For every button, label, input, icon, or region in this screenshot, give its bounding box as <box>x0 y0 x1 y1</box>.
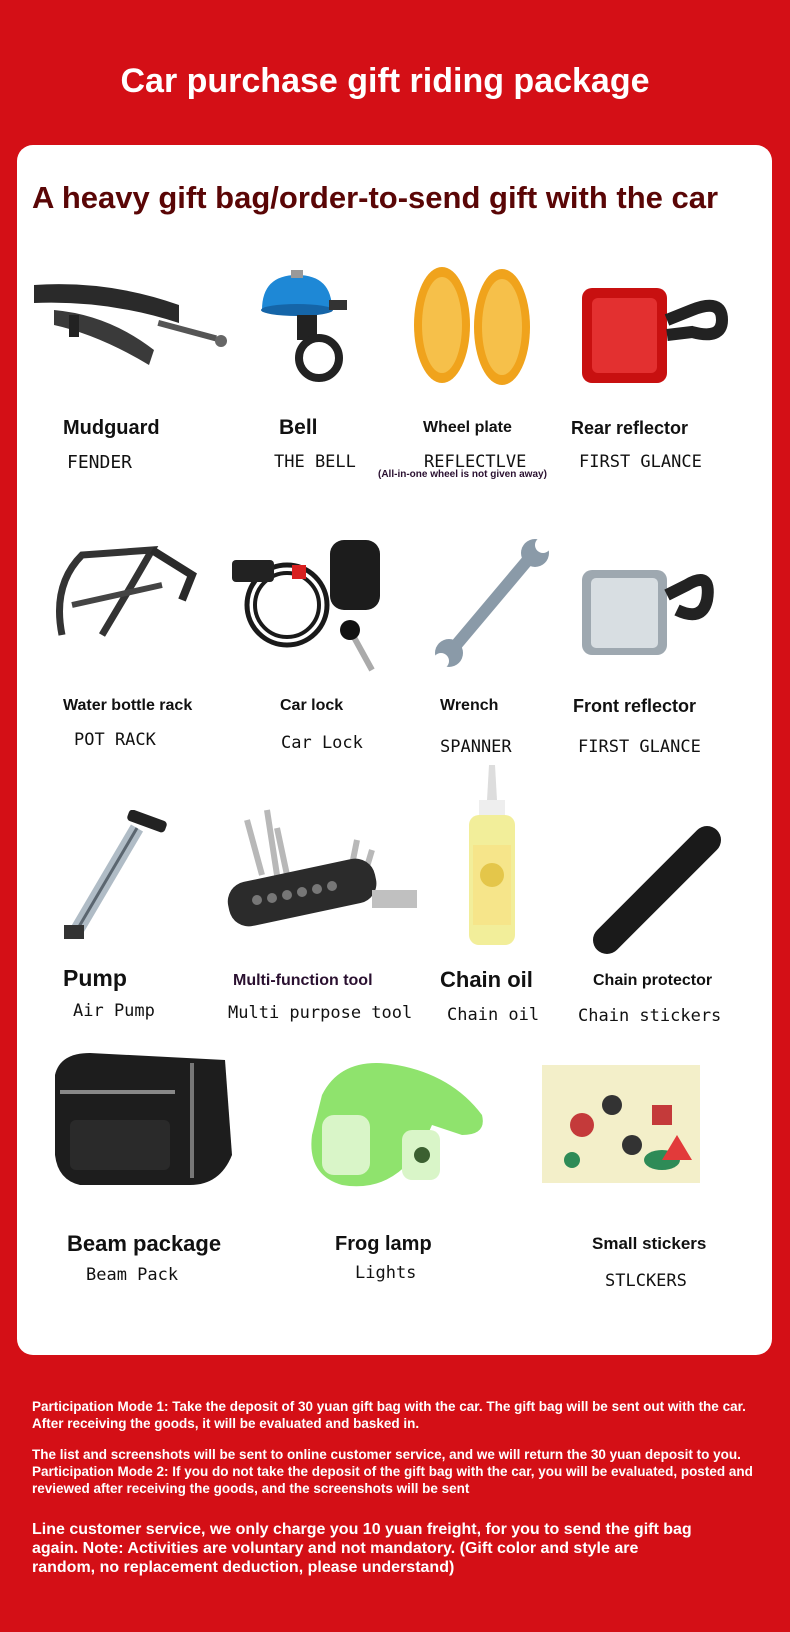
item-name-car-lock: Car lock <box>280 697 344 714</box>
pump-icon <box>52 810 182 950</box>
bottle-cage-icon <box>42 545 202 650</box>
item-name-beam-package: Beam package <box>67 1231 222 1256</box>
item-name-bell: Bell <box>279 416 318 439</box>
item-name-mudguard: Mudguard <box>63 417 160 439</box>
item-subtitle-chain-protector: Chain stickers <box>578 1006 722 1026</box>
rear-reflector-icon <box>572 280 732 395</box>
item-subtitle-car-lock: Car Lock <box>281 733 363 753</box>
frog-lamp-icon <box>302 1055 492 1205</box>
item-subtitle-water-bottle-rack: POT RACK <box>74 730 156 750</box>
item-subtitle-front-reflector: FIRST GLANCE <box>578 737 701 757</box>
item-name-chain-oil: Chain oil <box>440 967 533 992</box>
item-subtitle-wrench: SPANNER <box>440 737 512 757</box>
item-subtitle-beam-package: Beam Pack <box>86 1265 179 1285</box>
item-name-wheel-plate: Wheel plate <box>423 419 512 436</box>
page-title: Car purchase gift riding package <box>120 62 650 100</box>
wheel-reflector-icon <box>412 265 532 395</box>
item-subtitle-chain-oil: Chain oil <box>447 1005 540 1025</box>
cable-lock-icon <box>232 535 392 690</box>
participation-mode-2: The list and screenshots will be sent to online customer service, and we will return the 30 yuan deposit to you. Participation Mode 2: If you do not take the deposit of the gift bag with the car, you will be evaluated, posted and reviewed after receiving the goods, and the screenshots will be sent <box>32 1447 753 1496</box>
item-subtitle-bell: THE BELL <box>274 452 356 472</box>
mudguard-icon <box>29 275 229 380</box>
item-subtitle-rear-reflector: FIRST GLANCE <box>579 452 702 472</box>
card-heading: A heavy gift bag/order-to-send gift with the car <box>32 180 719 215</box>
footer-note: Line customer service, we only charge you 10 yuan freight, for you to send the gift bag again. Note: Activities are voluntary and not mandatory. (Gift color and style are random, no replacement deduction, please understand) <box>32 1521 692 1576</box>
multi-tool-icon <box>217 800 422 940</box>
item-subtitle-small-stickers: STLCKERS <box>605 1271 687 1291</box>
item-name-small-stickers: Small stickers <box>592 1234 707 1253</box>
item-name-frog-lamp: Frog lamp <box>335 1233 432 1255</box>
item-subtitle-mudguard: FENDER <box>67 452 133 473</box>
item-subtitle-multi-function-tool: Multi purpose tool <box>228 1003 413 1023</box>
front-reflector-icon <box>577 550 717 665</box>
participation-mode-1: Participation Mode 1: Take the deposit of 30 yuan gift bag with the car. The gift bag will be sent out with the car. After receiving the goods, it will be evaluated and basked in. <box>32 1399 746 1431</box>
wrench-icon <box>427 535 557 675</box>
gift-card <box>17 145 772 1355</box>
oil-bottle-icon <box>457 765 527 955</box>
item-name-chain-protector: Chain protector <box>593 972 713 989</box>
item-name-wrench: Wrench <box>440 697 499 714</box>
item-name-rear-reflector: Rear reflector <box>571 418 689 438</box>
frame-bag-icon <box>50 1045 235 1195</box>
item-name-pump: Pump <box>63 965 127 991</box>
sticker-sheet-icon <box>542 1065 702 1190</box>
item-subtitle-pump: Air Pump <box>73 1001 155 1021</box>
chain-protector-icon <box>587 825 727 960</box>
item-name-front-reflector: Front reflector <box>573 696 697 716</box>
wheel-plate-note: (All-in-one wheel is not given away) <box>378 469 547 480</box>
item-name-multi-function-tool: Multi-function tool <box>233 972 373 989</box>
item-name-water-bottle-rack: Water bottle rack <box>63 697 193 714</box>
item-subtitle-frog-lamp: Lights <box>355 1263 417 1283</box>
bell-icon <box>257 270 357 390</box>
item-subtitle-wheel-plate: REFLECTLVE <box>424 452 527 472</box>
